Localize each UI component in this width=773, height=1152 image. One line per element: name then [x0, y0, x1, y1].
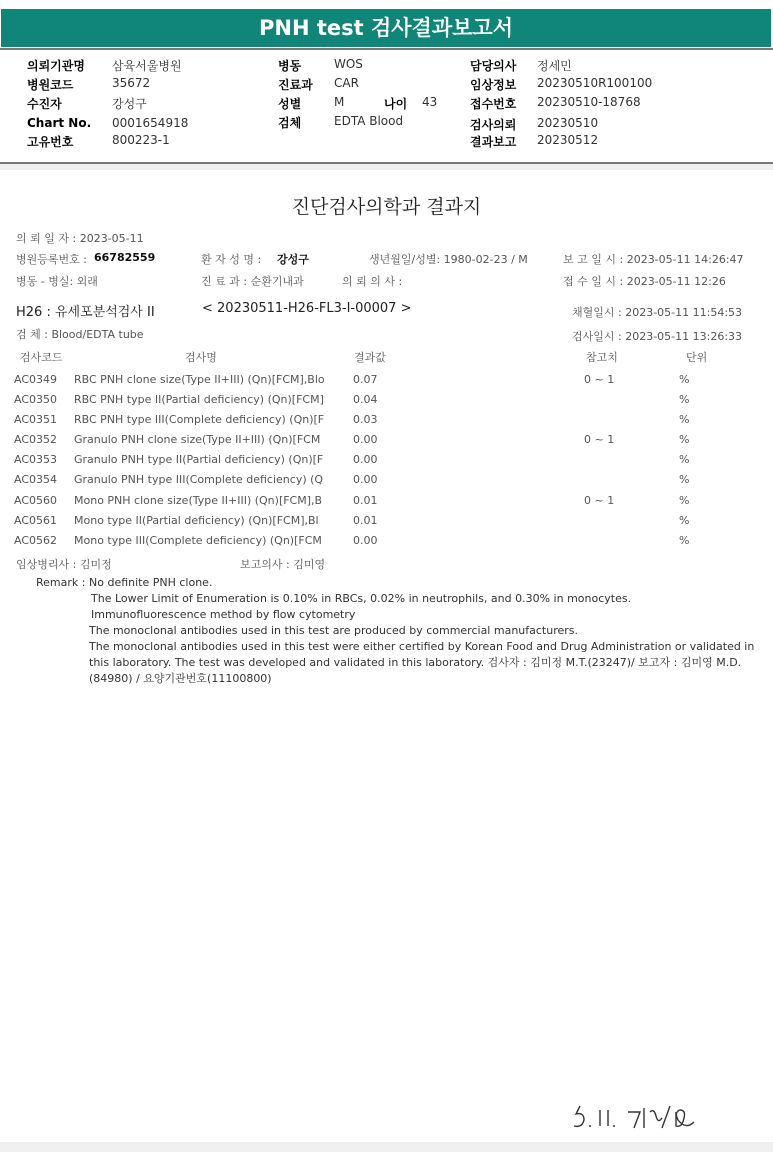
value-department: CAR — [334, 76, 359, 90]
value-sex: M — [334, 95, 345, 109]
lab-technician: 임상병리사 : 김미정 — [16, 558, 112, 571]
row-name: RBC PNH clone size(Type II+III) (Qn)[FCM],Blo — [74, 373, 325, 386]
value-ward: WOS — [334, 57, 363, 71]
value-unique-no: 800223-1 — [112, 133, 170, 147]
table-row — [0, 413, 773, 433]
label-age: 나이 — [384, 97, 408, 111]
row-name: Mono type II(Partial deficiency) (Qn)[FCM],Bl — [74, 514, 319, 527]
receipt-time: 접 수 일 시 : 2023-05-11 12:26 — [563, 275, 726, 288]
label-report-date: 결과보고 — [470, 135, 517, 149]
remark-line: this laboratory. The test was developed and validated in this laboratory. 검사자 : 김미정 M.T.(23247)/ 보고자 : 김미영 M.D. — [89, 656, 742, 669]
row-code: AC0353 — [14, 453, 58, 466]
divider — [0, 48, 773, 50]
row-code: AC0562 — [14, 534, 58, 547]
divider — [0, 162, 773, 164]
value-clinical-info: 20230510R100100 — [537, 76, 653, 90]
table-row — [0, 373, 773, 393]
requesting-physician: 의 뢰 의 사 : — [342, 275, 403, 288]
label-request-date: 검사의뢰 — [470, 118, 517, 132]
col-result: 결과값 — [354, 351, 386, 364]
remark-line: The monoclonal antibodies used in this test are produced by commercial manufacturers. — [89, 624, 579, 637]
value-patient: 강성구 — [112, 97, 147, 111]
row-result: 0.00 — [353, 473, 378, 486]
row-unit: % — [679, 413, 690, 426]
handwritten-signature — [570, 1098, 730, 1138]
row-unit: % — [679, 473, 690, 486]
col-name: 검사명 — [185, 351, 217, 364]
row-result: 0.00 — [353, 534, 378, 547]
row-code: AC0354 — [14, 473, 58, 486]
row-unit: % — [679, 534, 690, 547]
label-specimen: 검체 — [278, 116, 302, 130]
row-unit: % — [679, 433, 690, 446]
row-name: RBC PNH type III(Complete deficiency) (Qn)[F — [74, 413, 325, 426]
value-report-date: 20230512 — [537, 133, 599, 147]
label-attending: 담당의사 — [470, 59, 517, 73]
row-result: 0.07 — [353, 373, 378, 386]
row-result: 0.00 — [353, 433, 378, 446]
patient-name-label: 환 자 성 명 : — [201, 253, 262, 266]
label-sex: 성별 — [278, 97, 302, 111]
row-result: 0.01 — [353, 514, 378, 527]
test-name: H26 : 유세포분석검사 II — [16, 305, 155, 320]
row-unit: % — [679, 373, 690, 386]
test-id: < 20230511-H26-FL3-I-00007 > — [202, 301, 412, 316]
row-unit: % — [679, 494, 690, 507]
table-row — [0, 433, 773, 453]
table-row — [0, 393, 773, 413]
registration-number: 66782559 — [94, 251, 156, 264]
table-row — [0, 453, 773, 473]
row-code: AC0351 — [14, 413, 58, 426]
ward-room: 병동 - 병실: 외래 — [16, 275, 98, 288]
reporting-physician: 보고의사 : 김미영 — [240, 558, 326, 571]
row-code: AC0561 — [14, 514, 58, 527]
row-name: Mono type III(Complete deficiency) (Qn)[FCM — [74, 534, 322, 547]
label-hospital-code: 병원코드 — [27, 78, 74, 92]
table-row — [0, 473, 773, 493]
row-unit: % — [679, 453, 690, 466]
value-institution: 삼육서울병원 — [112, 59, 182, 73]
label-unique-no: 고유번호 — [27, 135, 74, 149]
label-chart-no: Chart No. — [27, 116, 92, 130]
table-row — [0, 514, 773, 534]
value-receipt-no: 20230510-18768 — [537, 95, 641, 109]
row-result: 0.04 — [353, 393, 378, 406]
value-age: 43 — [422, 95, 438, 109]
report-banner — [0, 0, 773, 48]
value-chart-no: 0001654918 — [112, 116, 189, 130]
row-result: 0.03 — [353, 413, 378, 426]
label-institution: 의뢰기관명 — [27, 59, 85, 73]
col-code: 검사코드 — [20, 351, 63, 364]
request-date: 의 뢰 일 자 : 2023-05-11 — [16, 232, 144, 245]
sheet-title: 진단검사의학과 결과지 — [291, 196, 482, 218]
row-result: 0.00 — [353, 453, 378, 466]
row-name: Mono PNH clone size(Type II+III) (Qn)[FCM],B — [74, 494, 323, 507]
specimen-type: 검 체 : Blood/EDTA tube — [16, 328, 144, 341]
row-code: AC0352 — [14, 433, 58, 446]
clinical-department: 진 료 과 : 순환기내과 — [201, 275, 304, 288]
row-unit: % — [679, 393, 690, 406]
patient-info-header — [0, 48, 773, 164]
test-time: 검사일시 : 2023-05-11 13:26:33 — [572, 330, 743, 343]
remark-line: The Lower Limit of Enumeration is 0.10% in RBCs, 0.02% in neutrophils, and 0.30% in monocytes. — [91, 592, 632, 605]
patient-name: 강성구 — [277, 253, 309, 266]
remark-line: Immunofluorescence method by flow cytometry — [91, 608, 356, 621]
label-receipt-no: 접수번호 — [470, 97, 517, 111]
table-row — [0, 534, 773, 554]
row-result: 0.01 — [353, 494, 378, 507]
label-ward: 병동 — [278, 59, 302, 73]
result-sheet — [0, 170, 773, 1142]
remark-line: The monoclonal antibodies used in this test were either certified by Korean Food and Drug Administration or validated in — [89, 640, 755, 653]
row-code: AC0560 — [14, 494, 58, 507]
value-hospital-code: 35672 — [112, 76, 151, 90]
row-code: AC0350 — [14, 393, 58, 406]
report-title: PNH test 검사결과보고서 — [1, 9, 771, 47]
row-reference: 0 ~ 1 — [584, 494, 615, 507]
label-clinical-info: 임상정보 — [470, 78, 517, 92]
registration-label: 병원등록번호 : — [16, 253, 87, 266]
row-reference: 0 ~ 1 — [584, 373, 615, 386]
row-unit: % — [679, 514, 690, 527]
row-name: Granulo PNH type III(Complete deficiency) (Q — [74, 473, 324, 486]
remark-label: Remark : — [36, 576, 86, 589]
col-reference: 참고치 — [586, 351, 618, 364]
report-time: 보 고 일 시 : 2023-05-11 14:26:47 — [563, 253, 744, 266]
col-unit: 단위 — [686, 351, 708, 364]
row-code: AC0349 — [14, 373, 58, 386]
value-request-date: 20230510 — [537, 116, 599, 130]
label-department: 진료과 — [278, 78, 313, 92]
row-name: RBC PNH type II(Partial deficiency) (Qn)[FCM] — [74, 393, 324, 406]
row-name: Granulo PNH type II(Partial deficiency) (Qn)[F — [74, 453, 324, 466]
remark-line: No definite PNH clone. — [89, 576, 213, 589]
row-name: Granulo PNH clone size(Type II+III) (Qn)[FCM — [74, 433, 321, 446]
remark-line: (84980) / 요양기관번호(11100800) — [89, 672, 272, 685]
label-patient: 수진자 — [27, 97, 62, 111]
table-row — [0, 494, 773, 514]
collection-time: 채혈일시 : 2023-05-11 11:54:53 — [572, 306, 743, 319]
birth-sex: 생년월일/성별: 1980-02-23 / M — [369, 253, 528, 266]
value-specimen: EDTA Blood — [334, 114, 404, 128]
row-reference: 0 ~ 1 — [584, 433, 615, 446]
value-attending: 정세민 — [537, 59, 572, 73]
